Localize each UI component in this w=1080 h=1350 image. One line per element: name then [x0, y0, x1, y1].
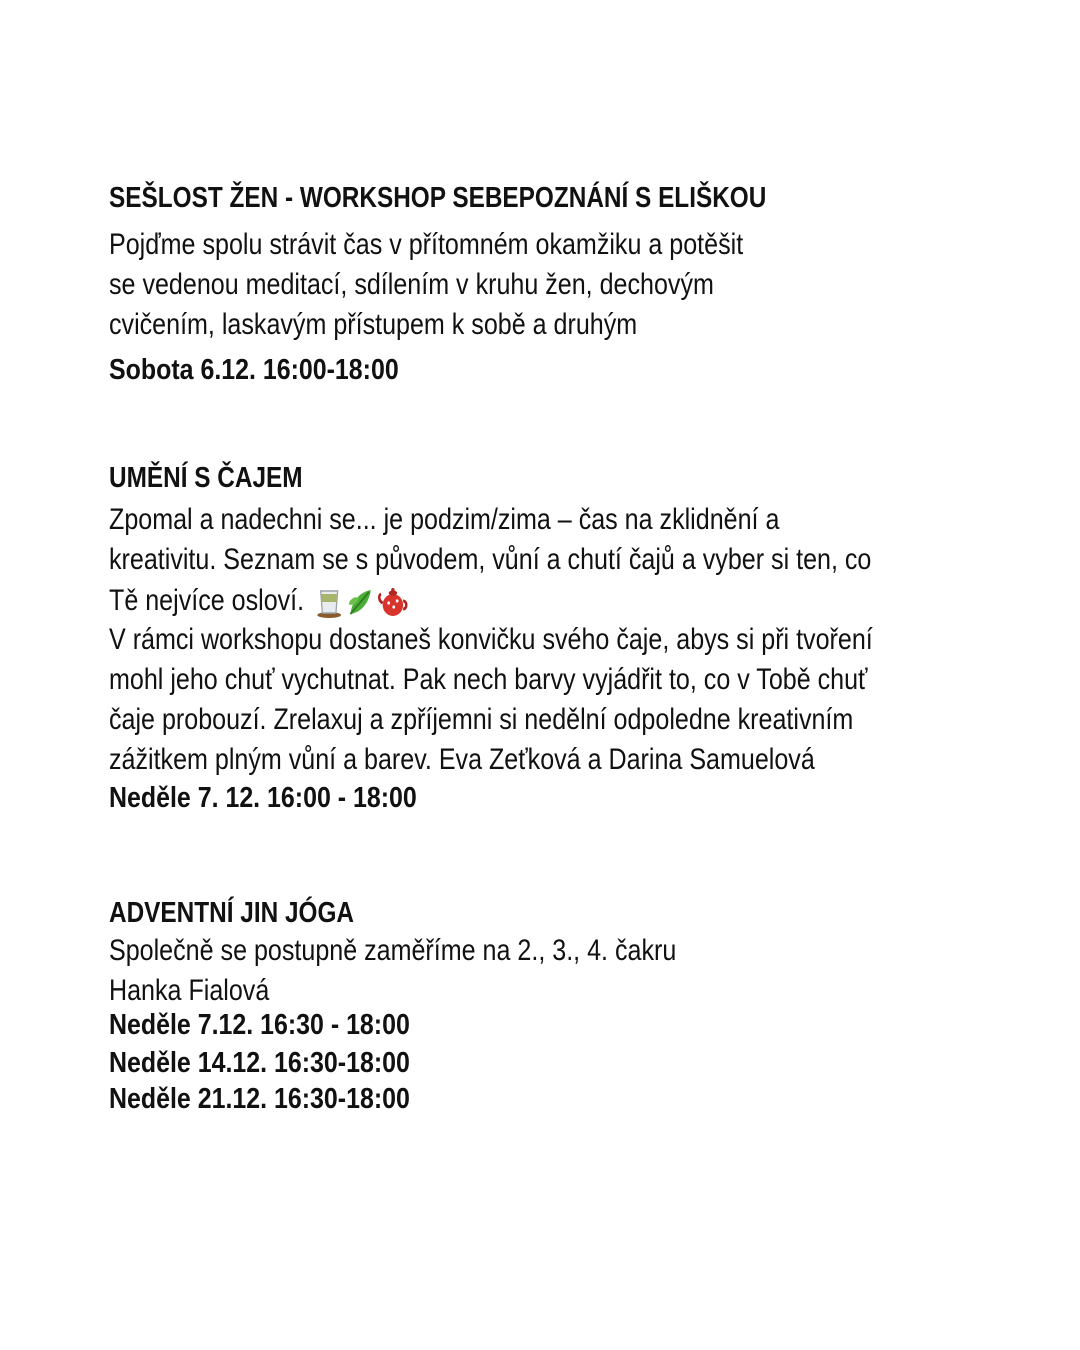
event-title: SEŠLOST ŽEN - WORKSHOP SEBEPOZNÁNÍ S ELIŠKOU [109, 182, 767, 214]
event-description-text: Tě nejvíce osloví. [109, 583, 305, 617]
event-title: UMĚNÍ S ČAJEM [109, 462, 303, 494]
event-description-line: Společně se postupně zaměříme na 2., 3., 4. čakru [109, 934, 677, 967]
herb-leaf-icon [347, 586, 374, 618]
event-time: Neděle 21.12. 16:30-18:00 [109, 1083, 410, 1115]
event-description-line: se vedenou meditací, sdílením v kruhu žen, dechovým [109, 268, 714, 301]
event-description-line: V rámci workshopu dostaneš konvičku svého čaje, abys si při tvoření [109, 623, 873, 656]
event-description-line: Zpomal a nadechni se... je podzim/zima – čas na zklidnění a [109, 503, 780, 536]
event-description-line [109, 585, 408, 619]
teapot-icon [377, 585, 408, 619]
event-description-line: mohl jeho chuť vychutnat. Pak nech barvy vyjádřit to, co v Tobě chuť [109, 663, 868, 696]
event-description-line: zážitkem plným vůní a barev. Eva Zeťková a Darina Samuelová [109, 743, 815, 776]
event-time: Neděle 7. 12. 16:00 - 18:00 [109, 782, 417, 814]
event-title: ADVENTNÍ JIN JÓGA [109, 897, 355, 929]
tea-cup-icon [314, 585, 343, 619]
event-instructor: Hanka Fialová [109, 974, 270, 1007]
event-time: Neděle 7.12. 16:30 - 18:00 [109, 1009, 410, 1041]
event-description-line: cvičením, laskavým přístupem k sobě a druhým [109, 308, 638, 341]
event-time: Sobota 6.12. 16:00-18:00 [109, 354, 399, 386]
event-description-line: kreativitu. Seznam se s původem, vůní a chutí čajů a vyber si ten, co [109, 543, 872, 576]
event-time: Neděle 14.12. 16:30-18:00 [109, 1047, 410, 1079]
event-description-line: čaje probouzí. Zrelaxuj a zpříjemni si nedělní odpoledne kreativním [109, 703, 854, 736]
event-description-line: Pojďme spolu strávit čas v přítomném okamžiku a potěšit [109, 228, 744, 261]
